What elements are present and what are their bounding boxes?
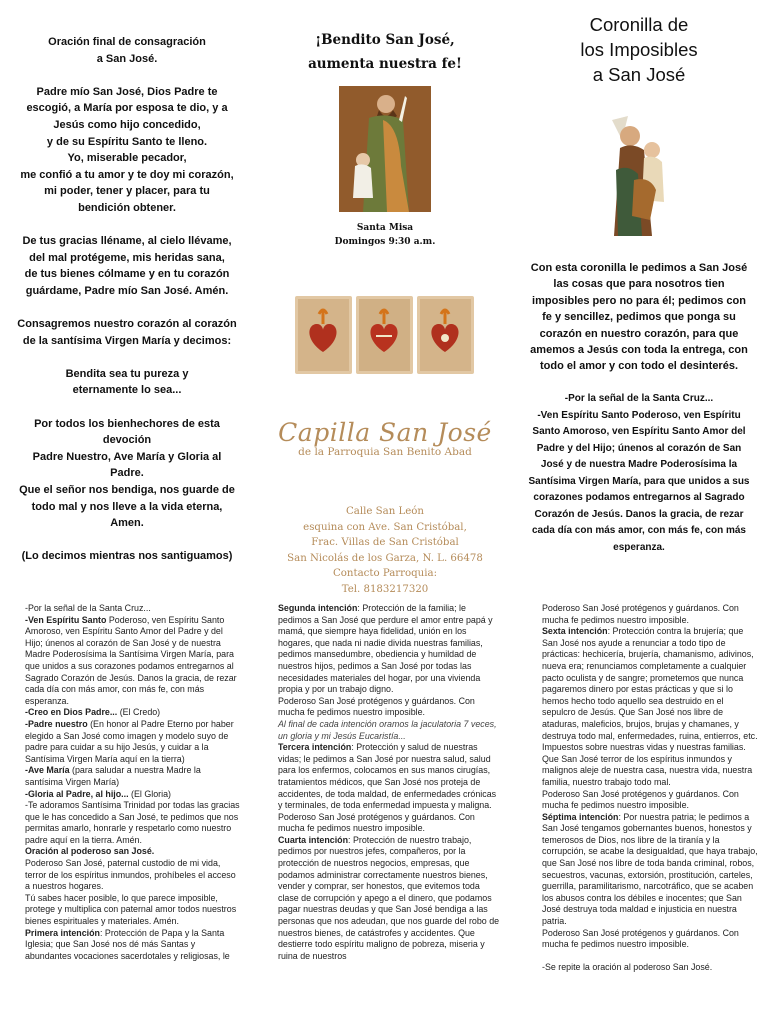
c3-repite: -Se repite la oración al poderoso San José.: [542, 962, 713, 973]
mass-schedule: Santa Misa Domingos 9:30 a.m.: [334, 223, 436, 247]
chapel-name: Capilla San José: [278, 418, 492, 447]
consecration-panel: [14, 34, 240, 582]
benefactors-text: Por todos los bienhechores de esta devoción Padre Nuestro, Ave María y Gloria al Padre. Que el señor nos bendiga, nos guarde de todo mal y nos lleve a la vida eterna, Amen.: [19, 417, 235, 530]
c1-sign-of-cross: -Por la señal de la Santa Cruz...: [25, 603, 151, 613]
c1-padre-nuestro: -Padre nuestro (En honor al Padre Eterno por haber elegido a San José como imagen y modelo suyo de padre para cuidar a su hijo Jesús, y cuidar a la Santísima Virgen María aquí en la tierra): [25, 718, 234, 764]
c3-protege-1: Poderoso San José protégenos y guárdanos. Con mucha fe pedimos nuestro imposible.: [542, 788, 739, 811]
c3-protege-2: Poderoso San José protégenos y guárdanos. Con mucha fe pedimos nuestro imposible.: [542, 927, 739, 950]
c1-oracion: Poderoso San José, paternal custodio de mi vida, terror de los espíritus inmundos, prohíbeles el acceso a nuestros hogares. Tú sabes hacer posible, lo que parece imposible, protege y multiplica con paternal amor todos nuestros bienes espirituales y materiales. Amén.: [25, 858, 237, 927]
heart-image-3: [417, 296, 474, 374]
consecration-prayer-2: De tus gracias lléname, al cielo llévame, del mal protégeme, mis heridas sana, de tus bienes cólmame y en tu corazón guárdame, Padre mío San José. Amén.: [22, 235, 232, 297]
c3-protege-0: Poderoso San José protégenos y guárdanos. Con mucha fe pedimos nuestro imposible.: [542, 603, 739, 625]
saint-joseph-statue-photo: [339, 86, 431, 212]
bottom-column-3: [542, 603, 758, 974]
c1-primera: Primera intención: Protección de Papa y la Santa Iglesia; que San José nos dé más Santas y abundantes vocaciones sacerdotales y religiosas, le: [25, 927, 230, 961]
heart-image-2: [356, 296, 413, 374]
sign-of-cross-note: (Lo decimos mientras nos santiguamos): [21, 550, 233, 563]
coronilla-intro: Con esta coronilla le pedimos a San José las cosas que para nosotros tien imposibles pero no para él; pedimos con fe y sencillez, pedimos que ponga su corazón en nuestro corazón, para que amemos a Jesús con toda la entrega, con todo el amor y con todo el desinterés.: [530, 262, 748, 373]
saint-joseph-child-photo: [598, 110, 682, 236]
c2-segunda: Segunda intención: Protección de la familia; le pedimos a San José que perdure el amor entre papá y mamá, que siempre haya fidelidad, unión en los hogares, que nada ni nadie divida nuestras familias, pedimos mansedumbre, obediencia y humildad de nuestros hijos, pedimos a San José por todas las necesidades materiales del hogar, por una vivienda propia y por un trabajo digno.: [278, 603, 493, 695]
c1-credo: -Creo en Dios Padre... (El Credo): [25, 707, 161, 718]
c3-septima: Séptima intención: Por nuestra patria; le pedimos a San José tengamos gobernantes buenos, honestos y temerosos de Dios, nos libre de la tiranía y la corrupción, se acabe la desigualdad, que haya trabajo, que San José nos libre de toda banda criminal, robos, secuestros, vacunas, extorsión, prostitución, carteles, guerrilla, paramilitarismo, narcotráfico, que se acaben los abusos contra los débiles e inocentes; que San José destruya toda maldad e injusticia en nuestra patria.: [542, 811, 758, 927]
c1-gloria: -Gloria al Padre, al hijo... (El Gloria): [25, 788, 171, 799]
coronilla-title: Coronilla de los Imposibles a San José: [580, 14, 698, 85]
c2-protege-2: Poderoso San José protégenos y guárdanos. Con mucha fe pedimos nuestro imposible.: [278, 811, 475, 834]
bendita-text: Bendita sea tu pureza y eternamente lo sea...: [65, 367, 189, 397]
c1-ven-espiritu: -Ven Espíritu Santo Poderoso, ven Espíritu Santo Amoroso, ven Espíritu Santo Amor del Padre y del Hijo; únenos al corazón de San José y de nuestra Madre Poderosísima la Santísima Virgen María, para que unidos a sus corazones podamos entregarnos al Sagrado Corazón de Jesús. Danos la gracia, de rezar cada día con más amor, con más fe, con más esperanza.: [25, 614, 237, 706]
bottom-column-2: [278, 603, 500, 962]
chapel-address: Calle San León esquina con Ave. San Cristóbal, Frac. Villas de San Cristóbal San Nicolás de los Garza, N. L. 66478 Contacto Parroquia: Tel. 8183217320: [287, 506, 483, 595]
coronilla-text: [526, 260, 752, 573]
c2-cuarta: Cuarta intención: Protección de nuestro trabajo, pedimos por nuestros jefes, compañeros, por la protección de nuestros negocios, empresas, que podamos administrar correctamente nuestros bienes, vender y comprar, ser honestos, que evitemos toda clase de corrupción y apego a el dinero, que podamos pagar nuestras deudas y que San José bendiga a las personas que nos adeudan, que nos guarde del robo de nuestros bienes, de catástrofes y accidentes. Que destierre todo espíritu maligno de pobreza, miseria y ruina de nuestros: [278, 834, 500, 961]
c1-ave-maria: -Ave María (para saludar a nuestra Madre la santísima Virgen María): [25, 765, 201, 787]
c2-protege-1: Poderoso San José protégenos y guárdanos. Con mucha fe pedimos nuestro imposible.: [278, 695, 475, 718]
coronilla-sign-of-cross: -Por la señal de la Santa Cruz... -Ven Espíritu Santo Poderoso, ven Espíritu Santo Amoroso, ven Espíritu Santo Amor del Padre y del Hijo; únenos al corazón de San José y de nuestra Madre Poderosísima la Santísima Virgen María, para que unidos a sus corazones podamos entregarnos al Sagrado Corazón de Jesús. Danos la gracia, de rezar cada día con más amor, con más fe, con más esperanza.: [528, 393, 750, 553]
c3-sexta: Sexta intención: Protección contra la brujería; que San José nos ayude a renunciar a todo tipo de prácticas: hechicería, brujería, chamanismo, adivinos, nueva era; renunciamos completamente a cualquier pacto oculista y de sangre; prometemos que nunca pagaremos dinero por estas prácticas y que si lo hemos hecho todo aquello sea destruido en el sepulcro de Jesús. Que San José nos libre de ataduras, maleficios, brujos, brujas y chamanes, y destruya todo mal, enfermedades, ruina, entierros, etc. Impuestos sobre nuestras vidas y nuestras familias. Que San José terror de los espíritus inmundos y malignos aleje de nuestra casa, nuestra vida, nuestra familia, nuestro trabajo todo mal.: [542, 626, 758, 787]
sacred-hearts-images: [295, 296, 475, 374]
consecration-title: Oración final de consagración a San José.: [48, 36, 206, 65]
consecration-prayer-1: Padre mío San José, Dios Padre te escogió, a María por esposa te dio, y a Jesús como hijo concedido, y de su Espíritu Santo te lleno. Yo, miserable pecador, me confió a tu amor y te doy mi corazón, mi poder, tener y placer, para tu bendición obtener.: [20, 85, 234, 214]
c1-oracion-title: Oración al poderoso san José.: [25, 846, 155, 857]
bottom-column-1: [25, 603, 241, 962]
consecration-heart-text: Consagremos nuestro corazón al corazón de la santísima Virgen María y decimos:: [17, 318, 237, 347]
c2-tercera: Tercera intención: Protección y salud de nuestras vidas; le pedimos a San José por nuestra salud, salud para los enfermos, colocamos en sus manos cirugías, tratamientos médicos, que San José nos proteja de accidentes, de toda maldad, de enfermedades crónicas y terminales, de toda enfermedad impuesta y maligna.: [278, 742, 497, 811]
parish-name: de la Parroquia San Benito Abad: [298, 446, 472, 458]
c2-jaculatoria: Al final de cada intención oramos la jaculatoria 7 veces, un gloria y mi Jesús Eucaristía...: [278, 718, 497, 741]
bendito-title: ¡Bendito San José, aumenta nuestra fe!: [308, 32, 462, 72]
heart-image-1: [295, 296, 352, 374]
c1-adoramos: -Te adoramos Santísima Trinidad por todas las gracias que le has concedido a San José, te pedimos que nos permitas amarlo, honrarle y respetarlo como nuestro padre aquí en la tierra. Amén.: [25, 800, 240, 845]
